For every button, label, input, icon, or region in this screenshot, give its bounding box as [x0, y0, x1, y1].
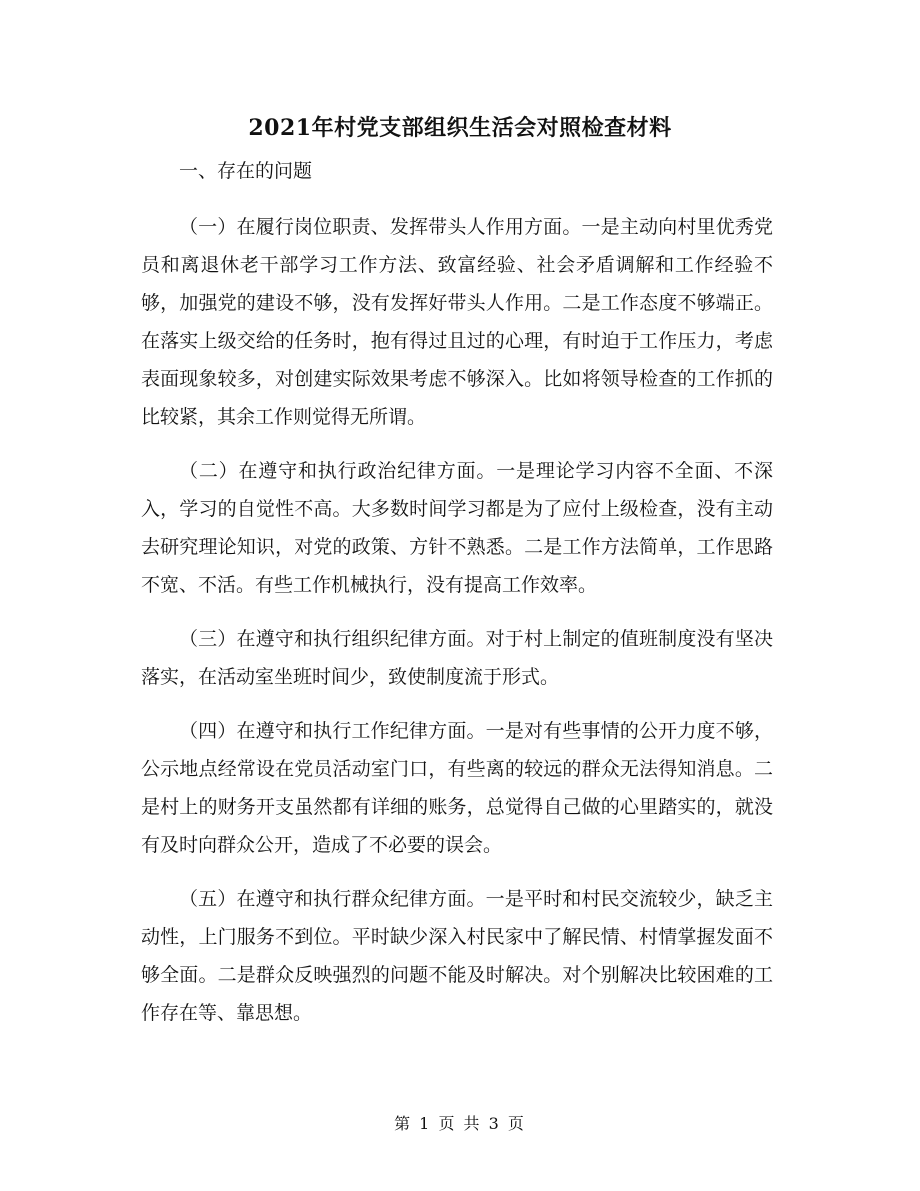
paragraph-5: （五）在遵守和执行群众纪律方面。一是平时和村民交流较少，缺乏主动性，上门服务不到位。平时缺少深入村民家中了解民情、村情掌握发面不够全面。二是群众反映强烈的问题不能及时解决。对个别解决比较困难的工作存在等、靠思想。: [141, 888, 773, 1024]
paragraph-1: （一）在履行岗位职责、发挥带头人作用方面。一是主动向村里优秀党员和离退休老干部学习工作方法、致富经验、社会矛盾调解和工作经验不够，加强党的建设不够，没有发挥好带头人作用。二是工作态度不够端正。在落实上级交给的任务时，抱有得过且过的心理，有时迫于工作压力，考虑表面现象较多，对创建实际效果考虑不够深入。比如将领导检查的工作抓的比较紧，其余工作则觉得无所谓。: [141, 216, 773, 428]
paragraph-4: （四）在遵守和执行工作纪律方面。一是对有些事情的公开力度不够，公示地点经常设在党员活动室门口，有些离的较远的群众无法得知消息。二是村上的财务开支虽然都有详细的账务，总觉得自己做的心里踏实的，就没有及时向群众公开，造成了不必要的误会。: [141, 720, 773, 856]
document-body: [141, 152, 773, 1048]
section-heading: 一、存在的问题: [179, 160, 313, 182]
paragraph-2: （二）在遵守和执行政治纪律方面。一是理论学习内容不全面、不深入，学习的自觉性不高。大多数时间学习都是为了应付上级检查，没有主动去研究理论知识，对党的政策、方针不熟悉。二是工作方法简单，工作思路不宽、不活。有些工作机械执行，没有提高工作效率。: [141, 460, 773, 596]
paragraph-3: （三）在遵守和执行组织纪律方面。对于村上制定的值班制度没有坚决落实，在活动室坐班时间少，致使制度流于形式。: [141, 628, 773, 688]
document-title: 2021年村党支部组织生活会对照检查材料: [248, 115, 672, 141]
page-number-footer: 第 1 页 共 3 页: [394, 1114, 526, 1133]
